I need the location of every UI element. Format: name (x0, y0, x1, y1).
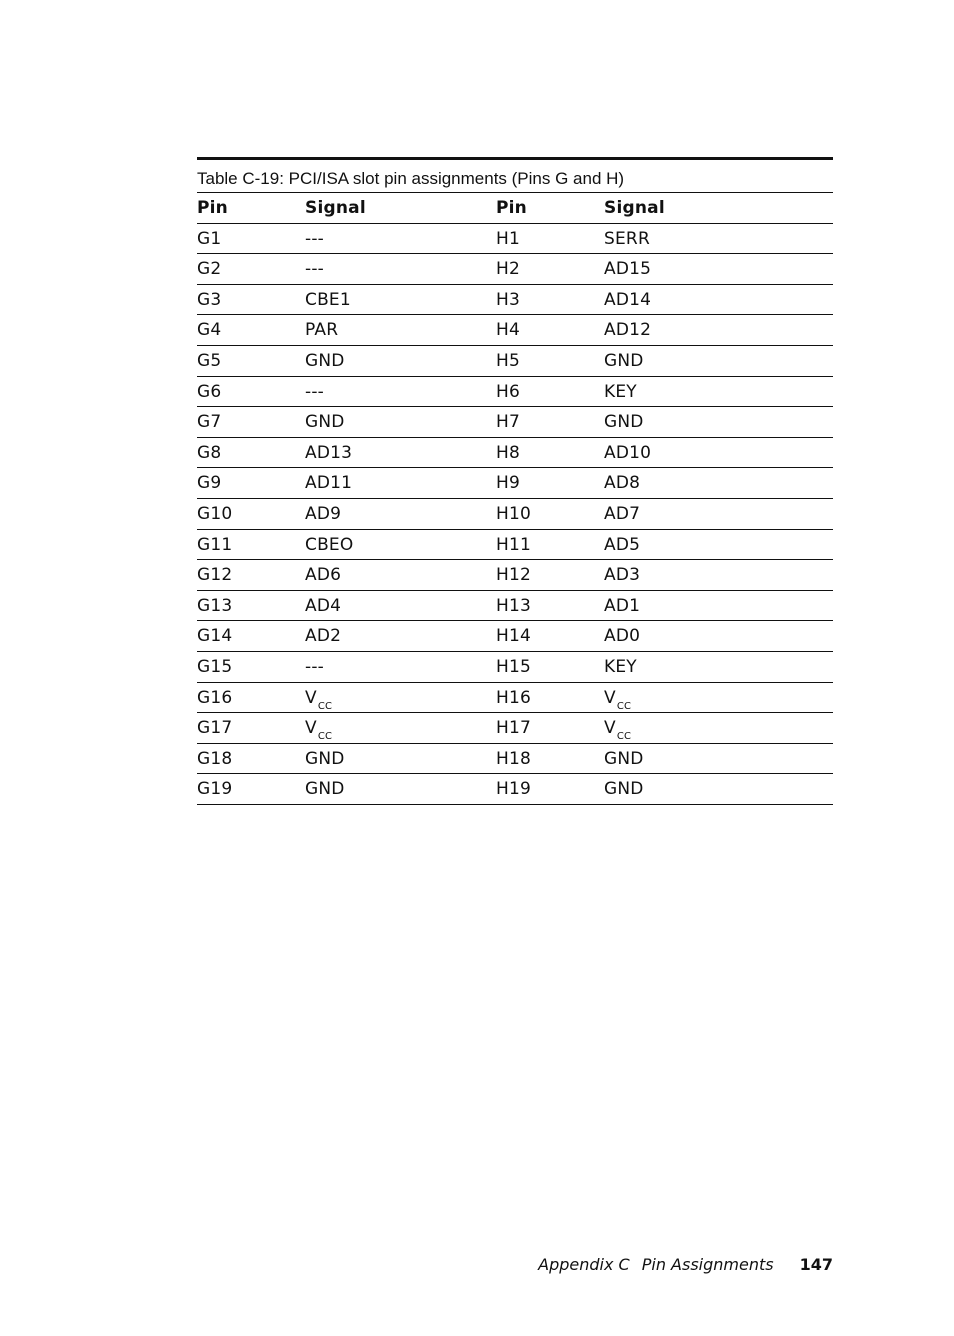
table-row (197, 315, 833, 346)
signal-cell-h: AD1 (604, 595, 641, 616)
pin-cell-g: G14 (197, 626, 233, 647)
table-row (197, 621, 833, 652)
signal-cell-g: AD9 (305, 503, 342, 524)
signal-cell-g: --- (305, 381, 325, 402)
footer-appendix: Appendix C (538, 1255, 630, 1274)
signal-cell-h: AD7 (604, 503, 641, 524)
pin-cell-h: H6 (496, 381, 520, 402)
pin-cell-h: H12 (496, 565, 532, 586)
pin-cell-h: H11 (496, 534, 532, 555)
pin-cell-h: H18 (496, 748, 532, 769)
signal-cell-g: GND (305, 412, 345, 433)
signal-cell-g: PAR (305, 320, 339, 341)
table-row (197, 224, 833, 255)
signal-cell-h: GND (604, 350, 644, 371)
subscript: CC (317, 700, 333, 712)
pin-cell-g: G12 (197, 565, 233, 586)
pin-cell-g: G9 (197, 473, 222, 494)
table-row (197, 683, 833, 714)
signal-cell-g: AD13 (305, 442, 353, 463)
page-footer (538, 1255, 833, 1275)
signal-cell-g: CBE1 (305, 289, 351, 310)
page-number: 147 (799, 1255, 833, 1274)
table-row (197, 346, 833, 377)
pin-cell-g: G17 (197, 718, 233, 739)
pin-cell-g: G7 (197, 412, 222, 433)
pin-cell-h: H7 (496, 412, 520, 433)
signal-cell-h: GND (604, 779, 644, 800)
table-row (197, 438, 833, 469)
header-signal-h: Signal (604, 198, 665, 218)
pin-cell-h: H10 (496, 503, 532, 524)
pin-cell-h: H3 (496, 289, 520, 310)
pin-cell-h: H16 (496, 687, 532, 708)
pin-cell-g: G1 (197, 228, 222, 249)
pin-cell-h: H9 (496, 473, 520, 494)
signal-cell-g: AD2 (305, 626, 342, 647)
pin-cell-g: G19 (197, 779, 233, 800)
signal-cell-h: $V_{CC}$ (604, 718, 632, 743)
signal-cell-g: AD4 (305, 595, 342, 616)
pin-cell-h: H4 (496, 320, 520, 341)
table-row (197, 468, 833, 499)
header-pin-h: Pin (496, 198, 527, 218)
table-caption: Table C-19: PCI/ISA slot pin assignments (Pins G and H) (197, 160, 833, 193)
pin-cell-g: G3 (197, 289, 222, 310)
pin-cell-h: H14 (496, 626, 532, 647)
signal-cell-h: KEY (604, 656, 637, 677)
signal-cell-h: KEY (604, 381, 637, 402)
pin-cell-g: G11 (197, 534, 233, 555)
pin-cell-h: H17 (496, 718, 532, 739)
pin-cell-h: H8 (496, 442, 520, 463)
table-row (197, 591, 833, 622)
table-row (197, 377, 833, 408)
table-row (197, 560, 833, 591)
pin-cell-g: G2 (197, 259, 222, 280)
table-row (197, 254, 833, 285)
pin-cell-g: G4 (197, 320, 222, 341)
table-header-row (197, 193, 833, 224)
pin-cell-h: H5 (496, 350, 520, 371)
signal-cell-h: AD14 (604, 289, 652, 310)
signal-cell-g: --- (305, 656, 325, 677)
table-row (197, 744, 833, 775)
subscript: CC (616, 731, 632, 743)
pin-cell-g: G18 (197, 748, 233, 769)
signal-cell-g: $V_{CC}$ (305, 687, 333, 712)
table-row (197, 530, 833, 561)
signal-cell-g: AD6 (305, 565, 342, 586)
signal-cell-g: GND (305, 350, 345, 371)
signal-cell-h: $V_{CC}$ (604, 687, 632, 712)
pin-assignment-table (197, 157, 833, 805)
signal-cell-h: GND (604, 748, 644, 769)
pin-cell-g: G6 (197, 381, 222, 402)
pin-cell-g: G13 (197, 595, 233, 616)
table-row (197, 713, 833, 744)
pin-cell-g: G10 (197, 503, 233, 524)
pin-cell-h: H19 (496, 779, 532, 800)
signal-cell-h: AD12 (604, 320, 652, 341)
signal-cell-h: GND (604, 412, 644, 433)
pin-cell-g: G8 (197, 442, 222, 463)
pin-cell-g: G5 (197, 350, 222, 371)
pin-cell-h: H2 (496, 259, 520, 280)
table-body (197, 224, 833, 805)
table-row (197, 774, 833, 805)
pin-cell-g: G15 (197, 656, 233, 677)
pin-cell-h: H1 (496, 228, 520, 249)
pin-cell-g: G16 (197, 687, 233, 708)
signal-cell-g: $V_{CC}$ (305, 718, 333, 743)
signal-cell-h: AD0 (604, 626, 641, 647)
header-pin-g: Pin (197, 198, 228, 218)
signal-cell-g: CBEO (305, 534, 354, 555)
signal-cell-h: AD10 (604, 442, 652, 463)
pin-cell-h: H13 (496, 595, 532, 616)
signal-cell-g: --- (305, 259, 325, 280)
signal-cell-g: GND (305, 748, 345, 769)
subscript: CC (616, 700, 632, 712)
signal-cell-g: --- (305, 228, 325, 249)
header-signal-g: Signal (305, 198, 366, 218)
table-row (197, 285, 833, 316)
subscript: CC (317, 731, 333, 743)
table-row (197, 499, 833, 530)
signal-cell-h: AD5 (604, 534, 641, 555)
footer-section: Pin Assignments (641, 1255, 774, 1274)
signal-cell-g: AD11 (305, 473, 353, 494)
pin-cell-h: H15 (496, 656, 532, 677)
signal-cell-h: SERR (604, 228, 650, 249)
signal-cell-h: AD8 (604, 473, 641, 494)
table-row (197, 652, 833, 683)
table-row (197, 407, 833, 438)
signal-cell-h: AD3 (604, 565, 641, 586)
signal-cell-g: GND (305, 779, 345, 800)
signal-cell-h: AD15 (604, 259, 652, 280)
